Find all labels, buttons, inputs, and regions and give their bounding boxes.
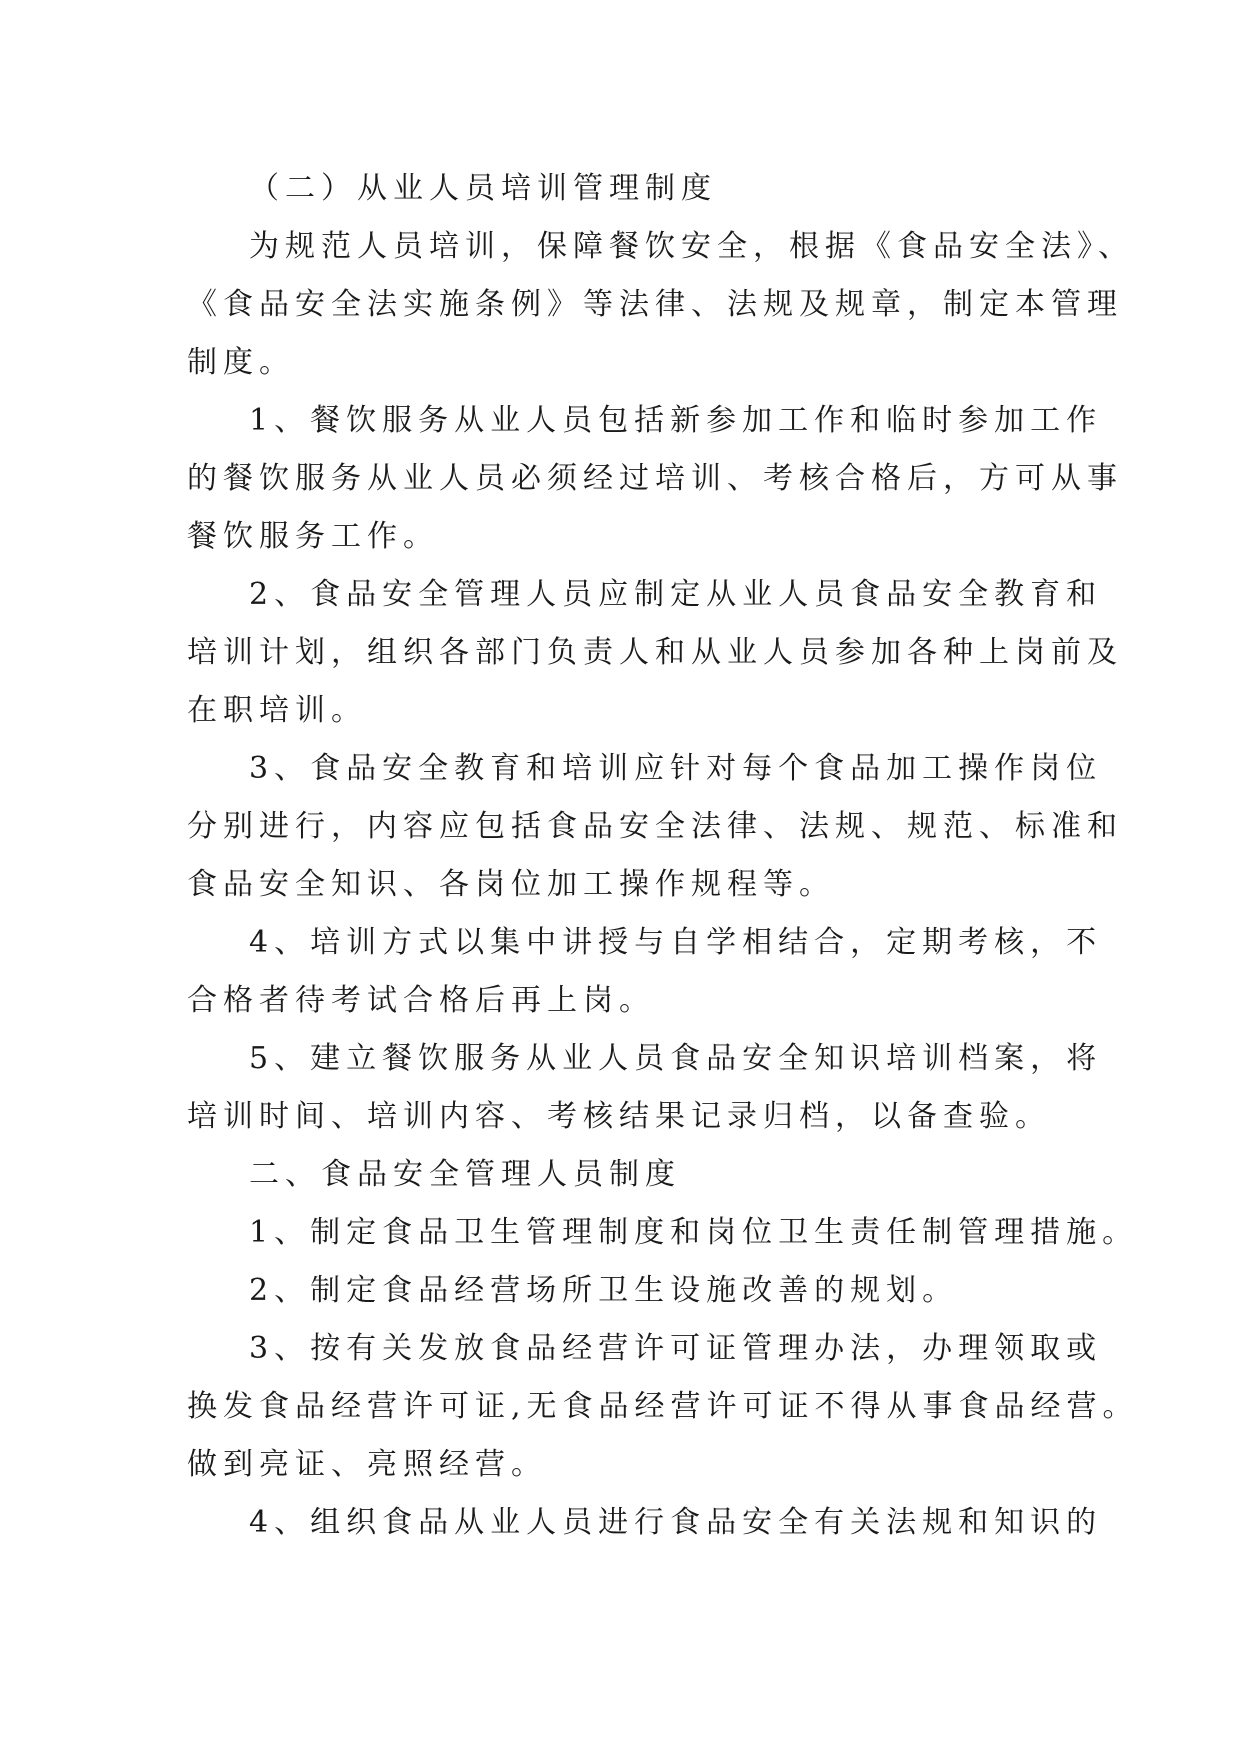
paragraph-line: 在职培训。 (187, 693, 367, 728)
paragraph-line: 培训时间、培训内容、考核结果记录归档，以备查验。 (187, 1099, 1051, 1134)
paragraph-line: 2、制定食品经营场所卫生设施改善的规划。 (249, 1273, 959, 1308)
paragraph-line: 食品安全知识、各岗位加工操作规程等。 (187, 867, 835, 902)
paragraph-line: 《食品安全法实施条例》等法律、法规及规章，制定本管理 (187, 287, 1123, 322)
paragraph-line: 为规范人员培训，保障餐饮安全，根据《食品安全法》、 (249, 229, 1134, 264)
paragraph-line: 培训计划，组织各部门负责人和从业人员参加各种上岗前及 (187, 635, 1123, 670)
document-body (187, 160, 1139, 1552)
section-heading: （二）从业人员培训管理制度 (249, 171, 717, 206)
paragraph-line: 做到亮证、亮照经营。 (187, 1447, 547, 1482)
paragraph-line: 4、组织食品从业人员进行食品安全有关法规和知识的 (249, 1505, 1103, 1540)
paragraph-line: 3、按有关发放食品经营许可证管理办法，办理领取或 (249, 1331, 1103, 1366)
paragraph-line: 餐饮服务工作。 (187, 519, 439, 554)
paragraph-line: 2、食品安全管理人员应制定从业人员食品安全教育和 (249, 577, 1103, 612)
paragraph-line: 3、食品安全教育和培训应针对每个食品加工操作岗位 (249, 751, 1103, 786)
section-heading: 二、食品安全管理人员制度 (249, 1157, 681, 1192)
paragraph-line: 1、制定食品卫生管理制度和岗位卫生责任制管理措施。 (249, 1215, 1139, 1250)
paragraph-line: 换发食品经营许可证,无食品经营许可证不得从事食品经营。 (187, 1389, 1139, 1424)
paragraph-line: 合格者待考试合格后再上岗。 (187, 983, 655, 1018)
paragraph-line: 制度。 (187, 345, 295, 380)
paragraph-line: 1、餐饮服务从业人员包括新参加工作和临时参加工作 (249, 403, 1103, 438)
paragraph-line: 4、培训方式以集中讲授与自学相结合，定期考核，不 (249, 925, 1103, 960)
paragraph-line: 的餐饮服务从业人员必须经过培训、考核合格后，方可从事 (187, 461, 1123, 496)
paragraph-line: 5、建立餐饮服务从业人员食品安全知识培训档案，将 (249, 1041, 1103, 1076)
paragraph-line: 分别进行，内容应包括食品安全法律、法规、规范、标准和 (187, 809, 1123, 844)
